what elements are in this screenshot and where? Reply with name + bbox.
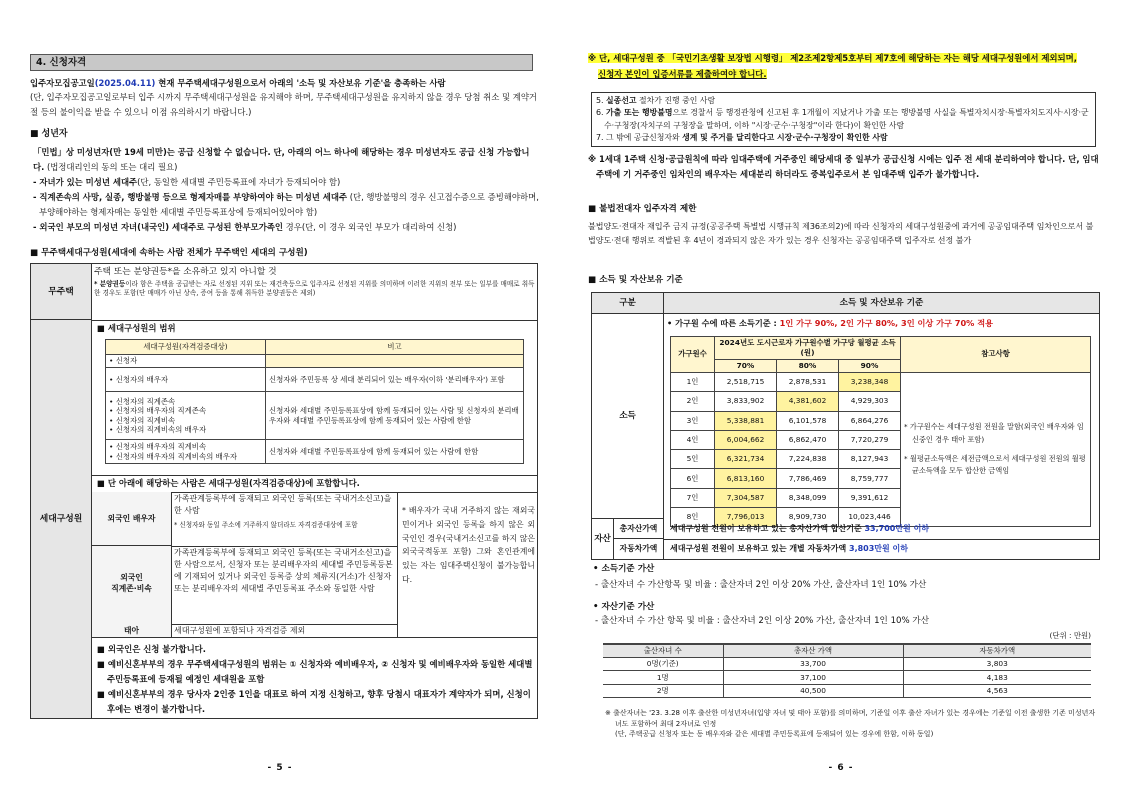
income-value: 9,391,612 <box>839 488 901 507</box>
nohouse-content <box>94 266 536 298</box>
sub-head-members: 가구원수 <box>671 337 715 373</box>
income-value: 6,321,734 <box>715 450 777 469</box>
income-table <box>591 292 1100 560</box>
intro-text <box>30 78 540 119</box>
warning-note <box>588 51 1103 83</box>
scope-group2-remark: 신청자와 세대별 주민등록표상에 함께 등재되어 있는 사람에 한함 <box>266 440 524 464</box>
child-row <box>603 657 1091 671</box>
add-income-heading: • 소득기준 가산 <box>593 563 654 575</box>
scope-table <box>105 339 524 464</box>
minor-case-3: - 외국인 부모의 미성년 자녀(내국인) 세대주로 구성된 한부모가족인 <box>33 221 283 232</box>
page-number: - 6 - <box>828 763 854 773</box>
exclusion-6: 6. 가출 또는 행방불명으로 경찰서 등 행정관청에 신고된 후 1개월이 지났거나 가출 또는 행방불명 사실을 특별자치시장·특별자치도지사·시장·군수·구청장(자치구의 구청장을 말하며, 이하 "시장·군수·구청장"이라 한다)이 확인한 사람 <box>596 108 1089 130</box>
child-note <box>597 708 1097 740</box>
income-row-members: 8인 <box>671 508 715 527</box>
adult-heading: ■ 성년자 <box>30 128 68 141</box>
income-value: 7,786,469 <box>777 469 839 488</box>
income-row-members: 5인 <box>671 450 715 469</box>
income-value: 7,224,838 <box>777 450 839 469</box>
income-value: 6,101,578 <box>777 411 839 430</box>
table-head-category: 구분 <box>592 293 664 314</box>
intro-label: 입주자모집공고일 <box>30 78 95 88</box>
fetus-label: 태아 <box>92 624 172 637</box>
scope-applicant: • 신청자 <box>106 355 266 368</box>
scope-head-member: 세대구성원(자격검증대상) <box>106 340 266 355</box>
sub-head-ref: 참고사항 <box>901 337 1091 373</box>
child-cell: 40,500 <box>723 684 903 698</box>
income-value: 8,909,730 <box>777 508 839 527</box>
car-asset-value: 세대구성원 전원이 보유하고 있는 개별 자동차가액 3,803만원 이하 <box>670 544 909 553</box>
income-value: 4,381,602 <box>777 392 839 411</box>
warning-line1: ※ 단, 세대구성원 중 「국민기초생활 보장법 시행령」 제2조제2항제5호부터 제7호에 해당하는 자는 해당 세대구성원에서 제외되며, <box>588 53 1077 63</box>
income-value: 2,518,715 <box>715 372 777 391</box>
member-footnotes: ■ 외국인은 신청 불가합니다. ■ 예비신혼부부의 경우 무주택세대구성원의 범위는 ① 신청자와 예비배우자, ② 신청자 및 예비배우자와 동일한 세대별 주민등록표에 등재될 예정인 세대원을 포함 ■ 예비신혼부부의 경우 당사자 2인중 1인을 대표로 하여 지정 신청하고, 향후 당첨시 대표자가 계약자가 되며, 신청이후에는 변경이 불가합니다. <box>97 644 533 714</box>
total-asset-label: 총자산가액 <box>614 519 664 539</box>
adult-section <box>33 145 539 235</box>
scope-spouse-descendant: • 신청자의 배우자의 직계비속 <box>109 442 207 452</box>
income-value: 2,878,531 <box>777 372 839 391</box>
foreign-spouse-label: 외국인 배우자 <box>92 492 172 546</box>
child-head-count: 출산자녀 수 <box>603 644 723 657</box>
child-cell: 2명 <box>603 684 723 698</box>
scope-head-remark: 비고 <box>266 340 524 355</box>
nohouse-main: 주택 또는 분양권등*을 소유하고 있지 아니할 것 <box>94 267 277 277</box>
income-row-members: 3인 <box>671 411 715 430</box>
add-income-text: - 출산자녀 수 가산항목 및 비율 : 출산자녀 2인 이상 20% 가산, 출산자녀 1인 10% 가산 <box>595 580 927 590</box>
minor-case-3-note: 경우(단, 이 경우 외국인 부모가 대리하여 신청) <box>282 221 457 232</box>
income-row-members: 2인 <box>671 392 715 411</box>
child-cell: 0명(기준) <box>603 657 723 671</box>
child-cell: 1명 <box>603 671 723 685</box>
scope-spouse-ascendant: • 신청자의 배우자의 직계존속 <box>109 406 207 416</box>
income-row-members: 4인 <box>671 430 715 449</box>
intro-caution: (단, 입주자모집공고일로부터 입주 시까지 무주택세대구성원을 유지해야 하며, 무주택세대구성원을 유지하지 않을 경우 당첨 취소 및 계약거절 등의 불이익을 받을 수 있으니 이점 유의하시기 바랍니다.) <box>30 91 538 117</box>
sub-head-title: 2024년도 도시근로자 가구원수별 가구당 월평균 소득(원) <box>715 337 901 360</box>
foreign-relative-label: 외국인 직계존·비속 <box>92 546 172 624</box>
fetus-text: 세대구성원에 포함되나 자격검증 제외 <box>174 626 306 635</box>
exclusion-5: 5. 실종선고 절차가 진행 중인 사람 <box>596 96 716 105</box>
household-heading: ■ 무주택세대구성원(세대에 속하는 사람 전체가 무주택인 세대의 구성원) <box>30 247 308 259</box>
income-value: 5,338,881 <box>715 411 777 430</box>
income-criteria-title: • 가구원 수에 따른 소득기준 : 1인 가구 90%, 2인 가구 80%, 3인 이상 가구 70% 적용 <box>667 318 994 328</box>
scope-title: ■ 세대구성원의 범위 <box>97 323 176 333</box>
intro-criteria: 현재 무주택세대구성원으로서 아래의 '소득 및 자산보유 기준'을 충족하는 사람 <box>155 78 446 88</box>
scope-spouse-descendant-spouse: • 신청자의 배우자의 직계비속의 배우자 <box>109 451 237 461</box>
col-70: 70% <box>715 359 777 372</box>
income-value: 6,864,276 <box>839 411 901 430</box>
foreign-spouse-text: 가족관계등록부에 등재되고 외국인 등록(또는 국내거소신고)을 한 사람 * 신청자와 동일 주소에 거주하지 않더라도 자격검증대상에 포함 <box>174 493 396 530</box>
split-note: ※ 1세대 1주택 신청·공급원칙에 따라 임대주택에 거주중인 해당세대 중 일부가 공급신청 시에는 입주 전 세대 분리하여야 합니다. 단, 임대주택에 기 거주중인 임차인의 배우자는 세대분리 하더라도 중복입주로서 본 임대주택 입주가 불가합니다. <box>588 154 1099 180</box>
nohouse-note: * 분양권등이라 함은 주택을 공급받는 자로 선정된 지위 또는 재건축등으로 입주자로 선정된 지위를 의미하며 이러한 지위의 전부 또는 일부를 매매로 취득한 경우도 포함(단 매매가 아닌 상속, 증여 등을 통해 취득한 분양권등은 제외) <box>94 280 535 298</box>
child-cell: 3,803 <box>903 657 1091 671</box>
page-5 <box>0 0 560 793</box>
child-head-total: 총자산 가액 <box>723 644 903 657</box>
income-row <box>671 372 1091 391</box>
scope-group-remark: 신청자와 세대별 주민등록표상에 함께 등재되어 있는 사람 및 신청자의 분리배우자와 세대별 주민등록표상에 함께 등재되어 있는 사람에 한함 <box>266 392 524 440</box>
intro-date: (2025.04.11) <box>94 78 156 88</box>
child-asset-table <box>603 643 1091 698</box>
unit-label: (단위 : 만원) <box>1049 631 1091 640</box>
add-asset-heading: • 자산기준 가산 <box>593 601 654 613</box>
minor-case-2-note: (단, 행방불명의 경우 신고접수증으로 증빙해야하며, 부양해야하는 형제자매는 동일한 세대별 주민등록표상에 등재되어있어야 함) <box>39 191 539 217</box>
minor-case-1: - 자녀가 있는 미성년 세대주 <box>33 176 138 187</box>
scope-descendant-spouse: • 신청자의 직계비속의 배우자 <box>109 424 207 434</box>
illegal-heading: ■ 불법전대자 입주자격 제한 <box>588 203 696 215</box>
foreign-title: ■ 단 아래에 해당하는 사람은 세대구성원(자격검증대상)에 포함합니다. <box>97 478 360 488</box>
income-value: 10,023,446 <box>839 508 901 527</box>
child-row <box>603 671 1091 685</box>
income-value: 6,862,470 <box>777 430 839 449</box>
total-asset-value: 세대구성원 전원이 보유하고 있는 총자산가액 합산기준 33,700만원 이하 <box>670 524 930 533</box>
table-head-criteria: 소득 및 자산보유 기준 <box>664 293 1099 314</box>
page-number: - 5 - <box>267 763 293 773</box>
car-asset-label: 자동차가액 <box>614 539 664 559</box>
child-cell: 4,183 <box>903 671 1091 685</box>
scope-ascendant: • 신청자의 직계존속 <box>109 397 176 406</box>
income-ref-2: * 월평균소득액은 세전금액으로서 세대구성원 전원의 월평균소득액을 모두 합산한 금액임 <box>904 453 1086 476</box>
asset-heading: ■ 소득 및 자산보유 기준 <box>588 274 683 286</box>
foot-prenuptial-rep: 예비신혼부부의 경우 당사자 2인중 1인을 대표로 하여 지정 신청하고, 향후 당첨시 대표자가 계약자가 되며, 신청이후에는 변경이 불가합니다. <box>107 688 531 714</box>
income-label: 소득 <box>592 314 664 519</box>
foreign-side-note: * 배우자가 국내 거주하지 않는 재외국민이거나 외국인 등록을 하지 않은 외국인인 경우(국내거소신고를 하지 않은 외국국적동포 포함) 그와 혼인관계에 있는 자는 임대주택신청이 불가능합니다. <box>402 506 535 585</box>
col-90: 90% <box>839 359 901 372</box>
child-note-2: (단, 주택공급 신청자 또는 동 배우자와 같은 세대별 주민등록표에 등재되어 있는 경우에 한함, 이하 동일) <box>615 730 934 738</box>
scope-spouse-remark: 신청자와 주민등록 상 세대 분리되어 있는 배우자(이하 '분리배우자') 포함 <box>266 368 524 392</box>
income-value: 6,813,160 <box>715 469 777 488</box>
income-row-members: 7인 <box>671 488 715 507</box>
exclusion-7: 7. 그 밖에 공급신청자와 생계 및 주거를 달리한다고 시장·군수·구청장이 확인한 사람 <box>596 132 888 142</box>
illegal-text: 불법양도·전대자 재입주 금지 규정(공공주택 특별법 시행규칙 제36조의2)에 따라 신청자의 세대구성원중에 과거에 공공임대주택 임차인으로서 불법양도·전대 행위로 적발된 후 4년이 경과되지 않은 자가 있는 경우 신청자는 공공임대주택 입주자로 선정 불가 <box>588 222 1094 246</box>
income-ref-1: * 가구원수는 세대구성원 전원을 말함(외국인 배우자와 임신중인 경우 태아 포함) <box>904 422 1084 445</box>
income-value: 4,929,303 <box>839 392 901 411</box>
income-value: 7,304,587 <box>715 488 777 507</box>
income-value: 8,759,777 <box>839 469 901 488</box>
add-asset-text: - 출산자녀 수 가산 항목 및 비율 : 출산자녀 2인 이상 20% 가산, 출산자녀 1인 10% 가산 <box>595 616 930 626</box>
child-note-1: ※ 출산자녀는 '23. 3.28 이후 출산한 미성년자녀(입양 자녀 및 태아 포함)를 의미하며, 기준일 이후 출산 자녀가 있는 경우에는 기준일 이전 출생한 기존 미성년자녀도 포함하여 최대 2자녀로 인정 <box>605 709 1096 728</box>
child-row <box>603 684 1091 698</box>
asset-label: 자산 <box>592 519 614 559</box>
adult-rule-note: (법정대리인의 동의 또는 대리 필요) <box>44 161 178 172</box>
minor-case-2: - 직계존속의 사망, 실종, 행방불명 등으로 형제자매를 부양하여야 하는 미성년 세대주 <box>33 191 348 202</box>
child-head-car: 자동차가액 <box>903 644 1091 657</box>
page-6 <box>561 0 1121 793</box>
household-table <box>30 263 538 719</box>
income-value: 7,796,013 <box>715 508 777 527</box>
foreign-relative-text: 가족관계등록부에 등재되고 외국인 등록(또는 국내거소신고)을 한 사람으로서, 신청자 또는 분리배우자의 세대별 주민등록등본에 기재되어 있거나 외국인 등록증 상의 체류지(거소)가 신청자 또는 분리배우자의 세대별 주민등록표 주소와 동일한 사람 <box>174 548 393 593</box>
scope-spouse: • 신청자의 배우자 <box>106 368 266 392</box>
income-value: 8,348,099 <box>777 488 839 507</box>
foot-foreigner: 외국인은 신청 불가합니다. <box>107 644 206 654</box>
foot-prenuptial-scope: 예비신혼부부의 경우 무주택세대구성원의 범위는 ① 신청자와 예비배우자, ② 신청자 및 예비배우자와 동일한 세대별 주민등록표에 등재될 예정인 세대원을 포함 <box>107 658 533 684</box>
income-row-members: 1인 <box>671 372 715 391</box>
section-title: 4. 신청자격 <box>30 54 533 71</box>
child-cell: 4,563 <box>903 684 1091 698</box>
income-sub-table <box>670 336 1091 527</box>
scope-descendant: • 신청자의 직계비속 <box>109 415 176 425</box>
child-cell: 37,100 <box>723 671 903 685</box>
member-label: 세대구성원 <box>31 320 92 718</box>
nohouse-label: 무주택 <box>31 264 92 320</box>
minor-case-1-note: (단, 동일한 세대별 주민등록표에 자녀가 등재되어야 함) <box>137 176 341 187</box>
foreign-spouse-note: * 신청자와 동일 주소에 거주하지 않더라도 자격검증대상에 포함 <box>174 521 358 529</box>
income-value: 3,833,902 <box>715 392 777 411</box>
income-value: 3,238,348 <box>839 372 901 391</box>
income-row-members: 6인 <box>671 469 715 488</box>
col-80: 80% <box>777 359 839 372</box>
child-cell: 33,700 <box>723 657 903 671</box>
warning-line2: 신청자 본인이 입증서류를 제출하여야 합니다. <box>598 68 767 79</box>
adult-rule: 「민법」상 미성년자(만 19세 미만)는 공급 신청할 수 없습니다. 단, 아래의 어느 하나에 해당하는 경우 미성년자도 공급 신청 가능합니다. <box>33 147 530 172</box>
income-reference <box>901 372 1091 526</box>
income-value: 6,004,662 <box>715 430 777 449</box>
exclusion-box <box>591 92 1096 147</box>
income-value: 7,720,279 <box>839 430 901 449</box>
income-value: 8,127,943 <box>839 450 901 469</box>
